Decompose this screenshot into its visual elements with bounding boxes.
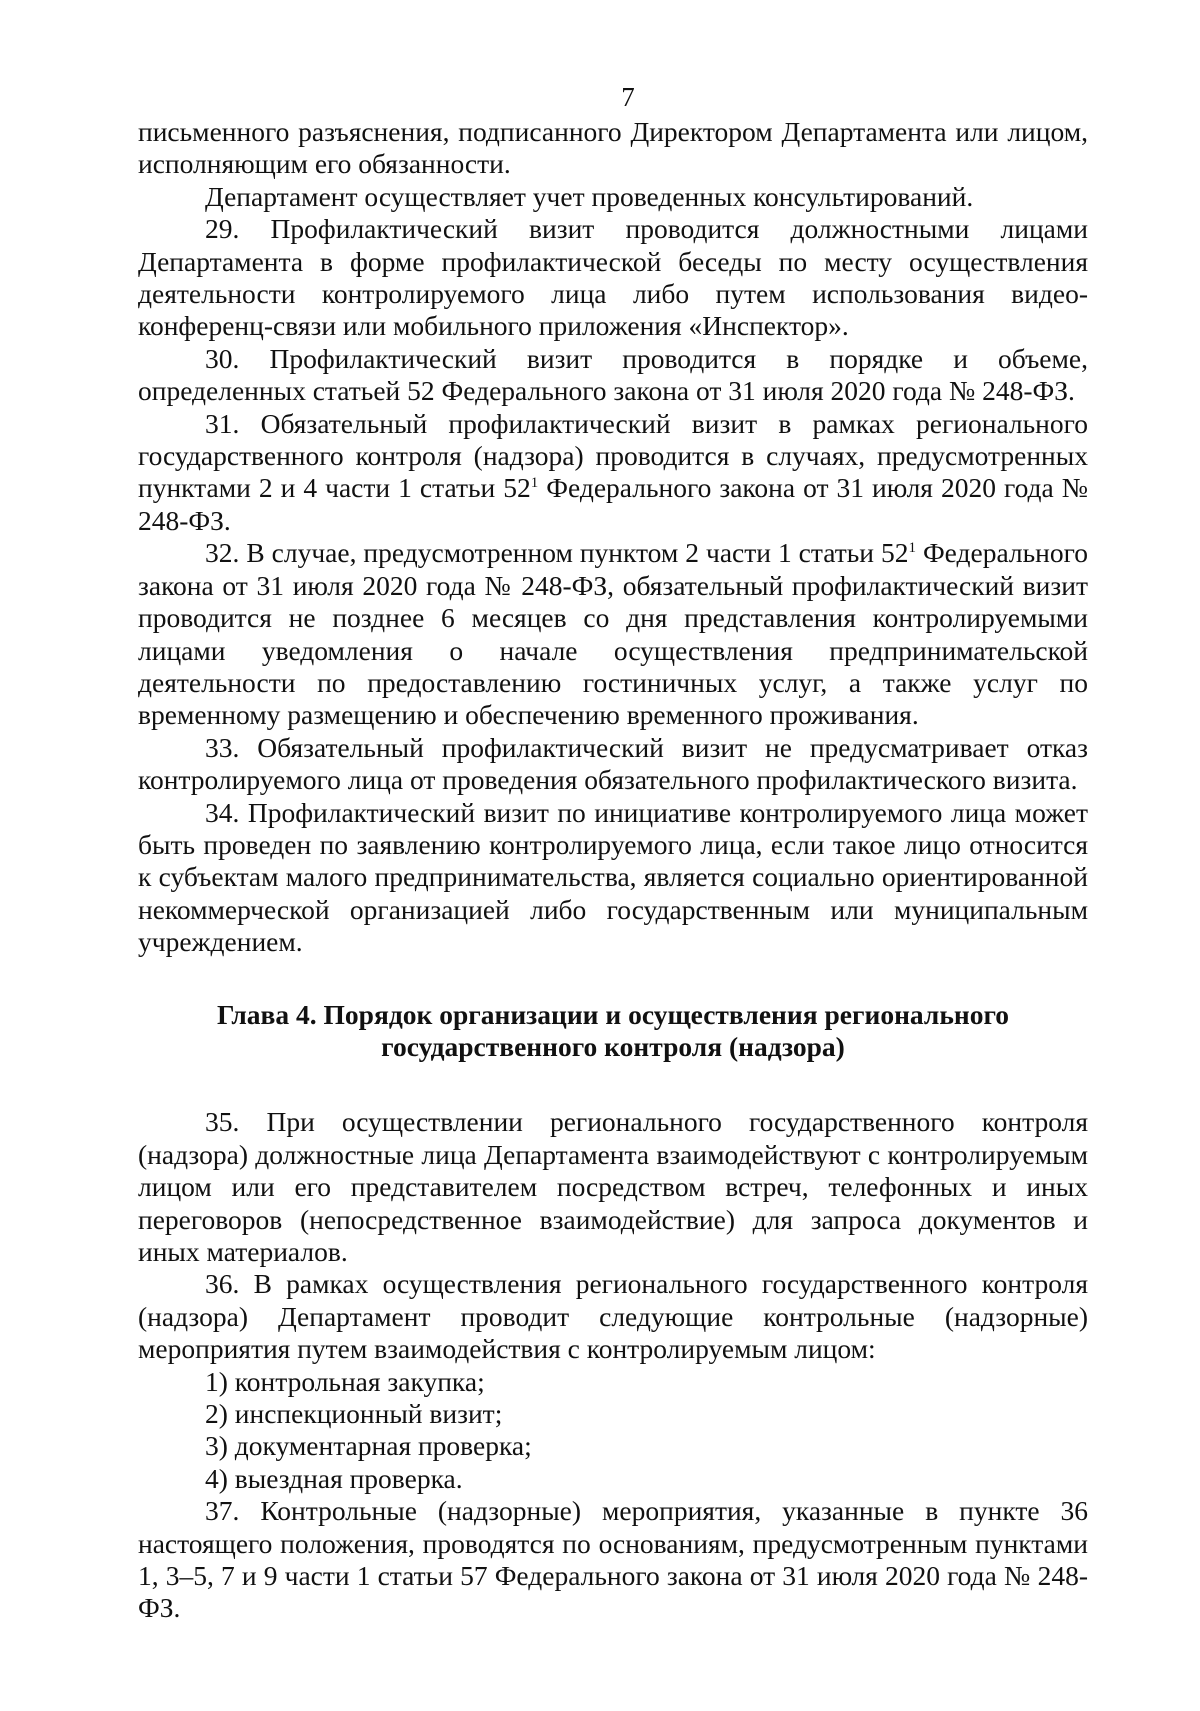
paragraph-31: [138, 408, 1088, 538]
paragraph-36: 36. В рамках осуществления регионального государственного контроля (надзора) Департамент проводит следующие контрольные (надзорные) мероприятия путем взаимодействия с контролируемым лицом:: [138, 1268, 1088, 1365]
paragraph-32-text-a: 32. В случае, предусмотренном пунктом 2 части 1 статьи 52: [205, 537, 909, 569]
paragraph-32-text-b: Федерального закона от 31 июля 2020 года № 248-ФЗ, обязательный профилактический визит проводится не позднее 6 месяцев со дня представления контролируемыми лицами уведомления о начале осуществления предпринимательской деятельности по предоставлению гостиничных услуг, а также услуг по временному размещению и обеспечению временного проживания.: [138, 537, 1088, 731]
paragraph-34: 34. Профилактический визит по инициативе контролируемого лица может быть проведен по заявлению контролируемого лица, если такое лицо относится к субъектам малого предпринимательства, является социально ориентированной некоммерческой организацией либо государственным или муниципальным учреждением.: [138, 796, 1088, 958]
chapter-heading: [178, 999, 1048, 1064]
chapter-heading-line-1: Глава 4. Порядок организации и осуществления регионального: [216, 998, 1010, 1030]
paragraph-30: 30. Профилактический визит проводится в порядке и объеме, определенных статьей 52 Федерального закона от 31 июля 2020 года № 248-ФЗ.: [138, 342, 1088, 407]
list-item: 4) выездная проверка.: [205, 1462, 463, 1494]
paragraph-32: [138, 537, 1088, 731]
list-item: 1) контрольная закупка;: [205, 1365, 485, 1397]
paragraph-continuation: письменного разъяснения, подписанного Директором Департамента или лицом, исполняющим его обязанности.: [138, 116, 1088, 180]
page-number: 7: [621, 82, 635, 112]
paragraph-29: 29. Профилактический визит проводится должностными лицами Департамента в форме профилактической беседы по месту осуществления деятельности контролируемого лица либо путем использования видео-конференц-связи или мобильного приложения «Инспектор».: [138, 213, 1088, 342]
paragraph-32-superscript: 1: [908, 540, 916, 557]
paragraph-33: 33. Обязательный профилактический визит не предусматривает отказ контролируемого лица от проведения обязательного профилактического визита.: [138, 731, 1088, 796]
control-measures-list: [138, 1366, 1088, 1496]
list-item: 2) инспекционный визит;: [205, 1398, 503, 1430]
chapter-heading-line-2: государственного контроля (надзора): [381, 1030, 845, 1062]
paragraph-35: 35. При осуществлении регионального государственного контроля (надзора) должностные лица Департамента взаимодействуют с контролируемым лицом или его представителем посредством встреч, телефонных и иных переговоров (непосредственное взаимодействие) для запроса документов и иных материалов.: [138, 1106, 1088, 1267]
paragraph-31-text-b: Федерального закона от 31 июля 2020 года № 248-ФЗ.: [138, 472, 1088, 536]
paragraph-31-superscript: 1: [530, 475, 539, 492]
paragraph-31-text-a: 31. Обязательный профилактический визит в рамках регионального государственного контроля (надзора) проводится в случаях, предусмотренных пунктами 2 и 4 части 1 статьи 52: [138, 407, 1088, 504]
paragraph-consultations-record: Департамент осуществляет учет проведенных консультирований.: [205, 180, 974, 212]
paragraph-37: 37. Контрольные (надзорные) мероприятия, указанные в пункте 36 настоящего положения, проводятся по основаниям, предусмотренным пунктами 1, 3–5, 7 и 9 части 1 статьи 57 Федерального закона от 31 июля 2020 года № 248-ФЗ.: [138, 1495, 1088, 1624]
list-item: 3) документарная проверка;: [205, 1430, 532, 1462]
